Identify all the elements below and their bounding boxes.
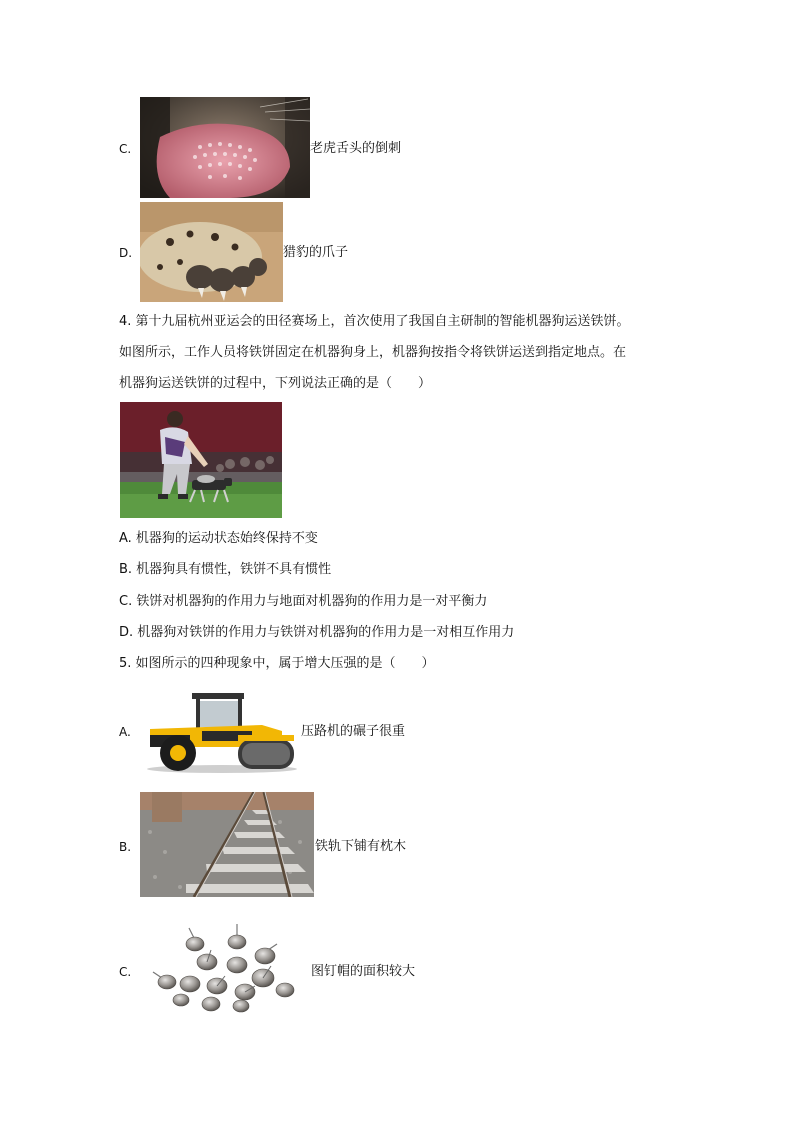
railway-track-image: [140, 792, 314, 897]
caption-cheetah-paw: 猎豹的爪子: [283, 245, 349, 260]
robot-dog-photo: [120, 402, 282, 518]
q5-stem: 5. 如图所示的四种现象中，属于增大压强的是（ ）: [119, 656, 435, 671]
caption-tiger-tongue: 老虎舌头的倒刺: [310, 141, 402, 156]
q5-option-letter-b: B.: [119, 840, 132, 854]
thumbtacks-image: [145, 920, 305, 1015]
q4-option-c: C. 铁饼对机器狗的作用力与地面对机器狗的作用力是一对平衡力: [119, 594, 488, 609]
cheetah-paw-image: [140, 202, 283, 302]
option-letter-d: D.: [119, 246, 133, 260]
tiger-tongue-image: [140, 97, 310, 198]
q4-option-b: B. 机器狗具有惯性，铁饼不具有惯性: [119, 562, 332, 577]
caption-road-roller: 压路机的碾子很重: [301, 724, 406, 739]
q5-option-letter-a: A.: [119, 725, 131, 739]
q5-option-letter-c: C.: [119, 965, 132, 979]
q4-option-a: A. 机器狗的运动状态始终保持不变: [119, 531, 318, 546]
q4-option-d: D. 机器狗对铁饼的作用力与铁饼对机器狗的作用力是一对相互作用力: [119, 625, 515, 640]
q4-stem-line1: 4. 第十九届杭州亚运会的田径赛场上，首次使用了我国自主研制的智能机器狗运送铁饼。: [119, 314, 630, 329]
q4-stem-line2: 如图所示，工作人员将铁饼固定在机器狗身上，机器狗按指令将铁饼运送到指定地点。在: [119, 345, 627, 360]
caption-thumbtacks: 图钉帽的面积较大: [311, 964, 416, 979]
q4-stem-line3: 机器狗运送铁饼的过程中，下列说法正确的是（ ）: [119, 376, 432, 391]
road-roller-image: [142, 687, 299, 774]
caption-railway-track: 铁轨下铺有枕木: [315, 839, 407, 854]
option-letter-c: C.: [119, 142, 132, 156]
